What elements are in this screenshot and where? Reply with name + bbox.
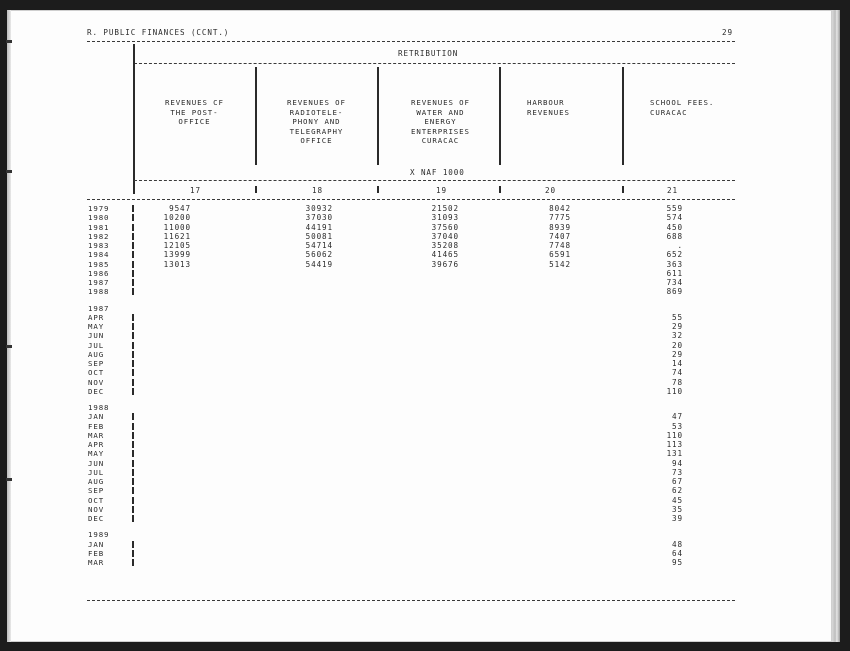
table-cell: 11000 bbox=[163, 222, 191, 232]
row-separator bbox=[132, 224, 134, 231]
table-cell: 652 bbox=[666, 250, 683, 260]
col-separator bbox=[622, 67, 624, 165]
table-cell: 74 bbox=[672, 368, 683, 378]
row-separator bbox=[132, 214, 134, 221]
section-title: R. PUBLIC FINANCES (CCNT.) bbox=[87, 28, 230, 37]
binder-mark bbox=[6, 345, 12, 348]
row-separator bbox=[132, 487, 134, 494]
row-label: NOV bbox=[88, 504, 105, 514]
row-label: SEP bbox=[88, 486, 105, 496]
table-cell: 7407 bbox=[549, 231, 571, 241]
year-block-label: 1987 bbox=[88, 303, 110, 313]
row-separator bbox=[132, 205, 134, 212]
table-cell: 11621 bbox=[163, 231, 191, 241]
row-label: 1983 bbox=[88, 241, 110, 250]
row-label: NOV bbox=[88, 377, 105, 387]
column-header-line: TELEGRAPHY bbox=[289, 126, 344, 136]
col-separator bbox=[499, 67, 501, 165]
table-cell: 363 bbox=[666, 259, 683, 269]
row-separator bbox=[132, 413, 134, 420]
row-separator bbox=[132, 559, 134, 566]
row-label: MAY bbox=[88, 449, 105, 459]
column-header-line: REVENUES CF bbox=[165, 98, 224, 107]
table-cell: 574 bbox=[666, 213, 683, 223]
row-label: APR bbox=[88, 312, 105, 322]
table-cell: 56062 bbox=[305, 250, 333, 260]
row-label: 1984 bbox=[88, 250, 110, 260]
column-header-21 bbox=[650, 98, 714, 117]
column-header-18 bbox=[287, 98, 346, 146]
table-cell: 113 bbox=[666, 440, 683, 449]
row-label: MAR bbox=[88, 430, 105, 440]
row-label: 1985 bbox=[88, 259, 110, 269]
page-right-edge bbox=[832, 10, 840, 642]
column-header-line: PHONY AND bbox=[292, 117, 341, 127]
row-separator bbox=[132, 342, 134, 349]
table-cell: 35 bbox=[672, 504, 683, 514]
column-header-line: HARBOUR bbox=[527, 98, 565, 107]
group-rule bbox=[134, 63, 735, 64]
table-cell: 8042 bbox=[549, 204, 571, 213]
row-separator bbox=[132, 388, 134, 395]
row-separator bbox=[132, 460, 134, 467]
table-cell: 48 bbox=[672, 539, 683, 549]
row-label: JAN bbox=[88, 539, 105, 549]
table-cell: 7775 bbox=[549, 213, 571, 223]
row-separator bbox=[132, 441, 134, 448]
table-cell: 14 bbox=[672, 359, 683, 368]
row-label: JAN bbox=[88, 412, 105, 422]
table-cell: 37560 bbox=[431, 222, 459, 232]
binder-mark bbox=[6, 478, 12, 481]
table-cell: 45 bbox=[672, 495, 683, 505]
column-number-20: 20 bbox=[545, 186, 556, 195]
table-cell: 53 bbox=[672, 421, 683, 431]
row-separator bbox=[132, 242, 134, 249]
column-number-separator bbox=[255, 186, 257, 193]
binder-mark bbox=[6, 170, 12, 173]
table-cell: 35208 bbox=[431, 241, 459, 250]
bottom-rule bbox=[87, 600, 735, 601]
table-cell: 20 bbox=[672, 340, 683, 350]
table-cell: 450 bbox=[666, 222, 683, 232]
row-label: OCT bbox=[88, 495, 105, 505]
page-number: 29 bbox=[722, 28, 733, 37]
table-cell: 44191 bbox=[305, 222, 333, 232]
column-number-19: 19 bbox=[436, 186, 447, 195]
table-cell: 110 bbox=[666, 430, 683, 440]
column-number-separator bbox=[622, 186, 624, 193]
row-label: APR bbox=[88, 440, 105, 449]
column-number-separator bbox=[377, 186, 379, 193]
table-cell: 32 bbox=[672, 331, 683, 341]
row-separator bbox=[132, 323, 134, 330]
column-number-separator bbox=[499, 186, 501, 193]
column-header-line: REVENUES OF bbox=[411, 98, 470, 107]
row-label: OCT bbox=[88, 368, 105, 378]
table-cell: 611 bbox=[666, 268, 683, 278]
row-label: AUG bbox=[88, 349, 105, 359]
row-label: 1987 bbox=[88, 278, 110, 287]
table-cell: 55 bbox=[672, 312, 683, 322]
table-cell: 7748 bbox=[549, 241, 571, 250]
table-cell: 31093 bbox=[431, 213, 459, 223]
group-header: RETRIBUTION bbox=[398, 49, 459, 58]
row-separator bbox=[132, 469, 134, 476]
table-cell: 54714 bbox=[305, 241, 333, 250]
unit-rule bbox=[134, 180, 735, 181]
table-cell: 8939 bbox=[549, 222, 571, 232]
column-header-line: CURACAC bbox=[421, 136, 460, 146]
column-header-line: ENERGY bbox=[424, 117, 457, 127]
table-cell: 37030 bbox=[305, 213, 333, 223]
row-label: DEC bbox=[88, 514, 105, 523]
row-separator bbox=[132, 314, 134, 321]
column-number-17: 17 bbox=[190, 186, 201, 195]
row-label: MAY bbox=[88, 322, 105, 331]
row-label: JUL bbox=[88, 340, 105, 350]
table-cell: 95 bbox=[672, 558, 683, 567]
table-cell: 131 bbox=[666, 449, 683, 459]
table-cell: 6591 bbox=[549, 250, 571, 260]
table-cell: 110 bbox=[666, 386, 683, 396]
table-cell: 50081 bbox=[305, 231, 333, 241]
table-cell: 41465 bbox=[431, 250, 459, 260]
table-cell: 54419 bbox=[305, 259, 333, 269]
column-header-line: SCHOOL FEES. bbox=[650, 98, 715, 107]
column-header-20 bbox=[527, 98, 570, 117]
row-separator bbox=[132, 288, 134, 295]
row-separator bbox=[132, 261, 134, 268]
column-header-line: REVENUES OF bbox=[287, 98, 346, 107]
table-cell: 29 bbox=[672, 349, 683, 359]
table-cell: 869 bbox=[666, 287, 683, 297]
header-left-bar bbox=[133, 44, 135, 194]
table-cell: 12105 bbox=[163, 241, 191, 250]
row-label: DEC bbox=[88, 386, 105, 396]
row-separator bbox=[132, 360, 134, 367]
table-cell: 13999 bbox=[163, 250, 191, 260]
row-label: 1988 bbox=[88, 287, 110, 297]
row-label: 1986 bbox=[88, 268, 110, 278]
binder-mark bbox=[6, 40, 12, 43]
row-label: 1980 bbox=[88, 213, 110, 223]
column-header-line: CURACAC bbox=[650, 107, 688, 117]
table-cell: 62 bbox=[672, 486, 683, 496]
row-label: FEB bbox=[88, 421, 105, 431]
column-header-line: RADIOTELE- bbox=[289, 107, 344, 117]
column-header-line: THE POST- bbox=[170, 107, 219, 117]
row-label: MAR bbox=[88, 558, 105, 567]
row-separator bbox=[132, 450, 134, 457]
column-header-line: OFFICE bbox=[300, 136, 333, 146]
table-cell: 29 bbox=[672, 322, 683, 331]
row-separator bbox=[132, 270, 134, 277]
column-header-19 bbox=[411, 98, 470, 146]
table-cell: 559 bbox=[666, 204, 683, 213]
column-number-18: 18 bbox=[312, 186, 323, 195]
table-cell: 67 bbox=[672, 477, 683, 486]
row-label: 1981 bbox=[88, 222, 110, 232]
row-separator bbox=[132, 550, 134, 557]
column-header-line: ENTERPRISES bbox=[411, 126, 470, 136]
row-separator bbox=[132, 432, 134, 439]
column-number-21: 21 bbox=[667, 186, 678, 195]
row-separator bbox=[132, 515, 134, 522]
column-header-17 bbox=[165, 98, 224, 127]
unit-label: X NAF 1000 bbox=[410, 168, 465, 177]
top-rule bbox=[87, 41, 735, 42]
table-cell: 21502 bbox=[431, 204, 459, 213]
row-separator bbox=[132, 541, 134, 548]
row-label: JUN bbox=[88, 458, 105, 468]
table-cell: 39 bbox=[672, 514, 683, 523]
year-block-label: 1989 bbox=[88, 530, 110, 540]
row-separator bbox=[132, 233, 134, 240]
table-cell: 688 bbox=[666, 231, 683, 241]
column-header-line: REVENUES bbox=[527, 107, 570, 117]
row-label: FEB bbox=[88, 548, 105, 558]
row-separator bbox=[132, 332, 134, 339]
page-left-edge bbox=[7, 10, 11, 642]
table-cell: 734 bbox=[666, 278, 683, 287]
row-separator bbox=[132, 379, 134, 386]
row-separator bbox=[132, 506, 134, 513]
row-label: 1982 bbox=[88, 231, 110, 241]
row-separator bbox=[132, 251, 134, 258]
table-cell: 73 bbox=[672, 467, 683, 477]
column-header-line: WATER AND bbox=[416, 107, 465, 117]
table-cell: 9547 bbox=[169, 204, 191, 213]
header-bottom-rule bbox=[87, 199, 735, 200]
row-separator bbox=[132, 351, 134, 358]
column-header-line: OFFICE bbox=[178, 117, 211, 127]
row-separator bbox=[132, 279, 134, 286]
col-separator bbox=[377, 67, 379, 165]
row-label: 1979 bbox=[88, 204, 110, 213]
table-cell: 5142 bbox=[549, 259, 571, 269]
table-cell: 47 bbox=[672, 412, 683, 422]
table-cell: 78 bbox=[672, 377, 683, 387]
row-label: SEP bbox=[88, 359, 105, 368]
year-block-label: 1988 bbox=[88, 403, 110, 412]
row-separator bbox=[132, 497, 134, 504]
row-label: JUL bbox=[88, 467, 105, 477]
row-label: JUN bbox=[88, 331, 105, 341]
table-cell: 13013 bbox=[163, 259, 191, 269]
row-separator bbox=[132, 423, 134, 430]
row-label: AUG bbox=[88, 477, 105, 486]
table-cell: 64 bbox=[672, 548, 683, 558]
table-cell: 39676 bbox=[431, 259, 459, 269]
table-cell: 94 bbox=[672, 458, 683, 468]
table-cell: 37040 bbox=[431, 231, 459, 241]
row-separator bbox=[132, 369, 134, 376]
table-cell: . bbox=[677, 241, 683, 250]
col-separator bbox=[255, 67, 257, 165]
table-cell: 10200 bbox=[163, 213, 191, 223]
column-number-separator bbox=[133, 186, 135, 193]
table-cell: 30932 bbox=[305, 204, 333, 213]
row-separator bbox=[132, 478, 134, 485]
